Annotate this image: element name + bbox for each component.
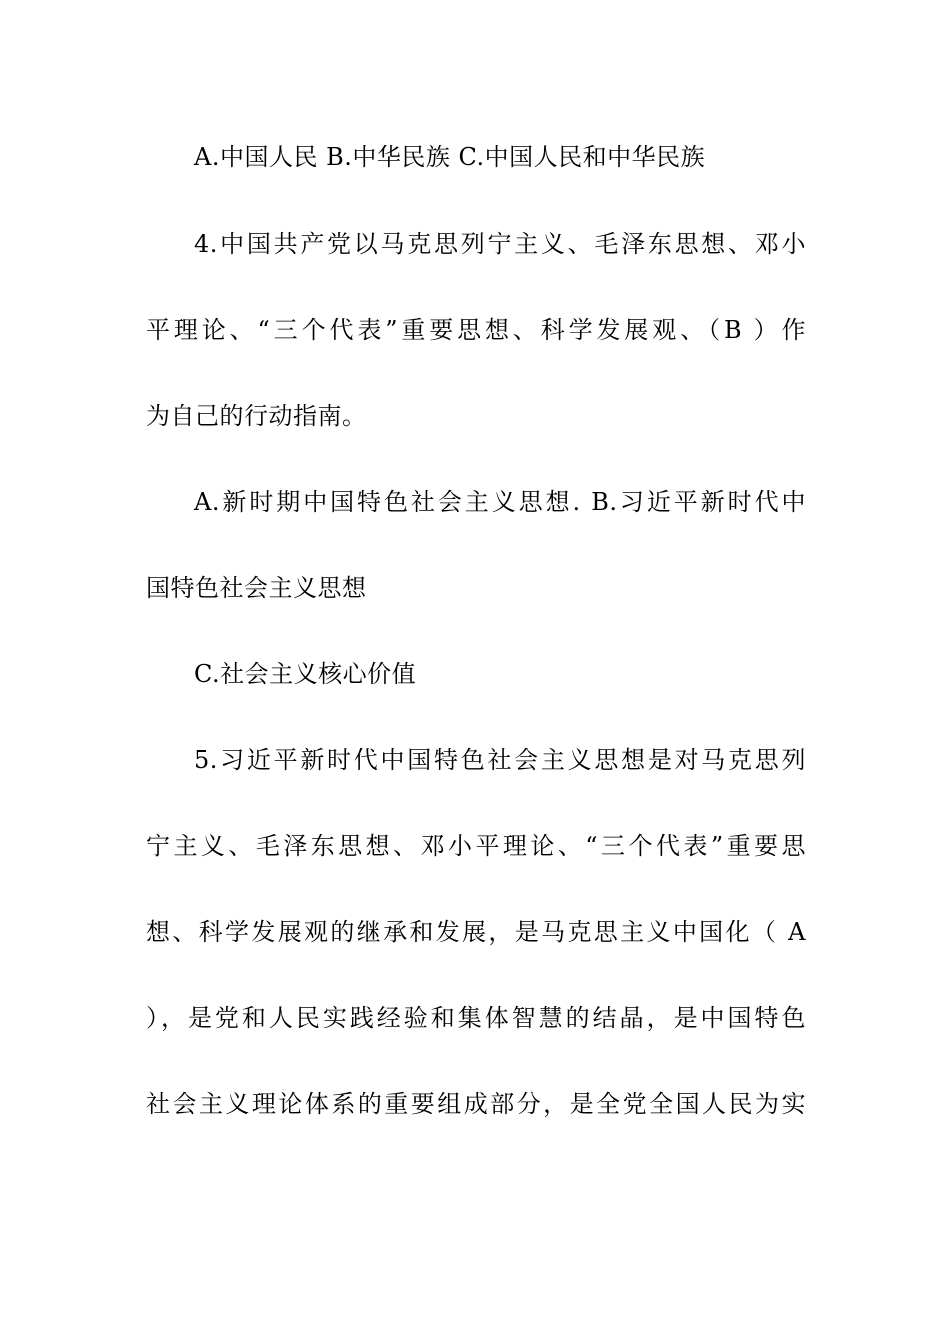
text-line-options-q3: A.中国人民 B.中华民族 C.中国人民和中华民族 <box>194 143 706 171</box>
text-line-q5-part1: 5.习近平新时代中国特色社会主义思想是对马克思列 <box>194 746 806 774</box>
text-line-options-q4-part1: A.新时期中国特色社会主义思想. B.习近平新时代中 <box>194 488 806 516</box>
text-line-q5-part5: 社会主义理论体系的重要组成部分，是全党全国人民为实 <box>146 1090 806 1118</box>
text-line-options-q4-part2: 国特色社会主义思想 <box>146 574 367 602</box>
text-line-q5-part4: ），是党和人民实践经验和集体智慧的结晶，是中国特色 <box>146 1004 806 1032</box>
text-line-q4-part3: 为自己的行动指南。 <box>146 402 367 430</box>
text-line-q5-part2: 宁主义、毛泽东思想、邓小平理论、“三个代表”重要思 <box>146 832 806 860</box>
text-line-options-q4-part3: C.社会主义核心价值 <box>194 660 417 688</box>
text-line-q5-part3: 想、科学发展观的继承和发展，是马克思主义中国化（ A <box>146 918 806 946</box>
text-line-q4-part1: 4.中国共产党以马克思列宁主义、毛泽东思想、邓小 <box>194 230 806 258</box>
text-line-q4-part2: 平理论、“三个代表”重要思想、科学发展观、（B ）作 <box>146 316 806 344</box>
